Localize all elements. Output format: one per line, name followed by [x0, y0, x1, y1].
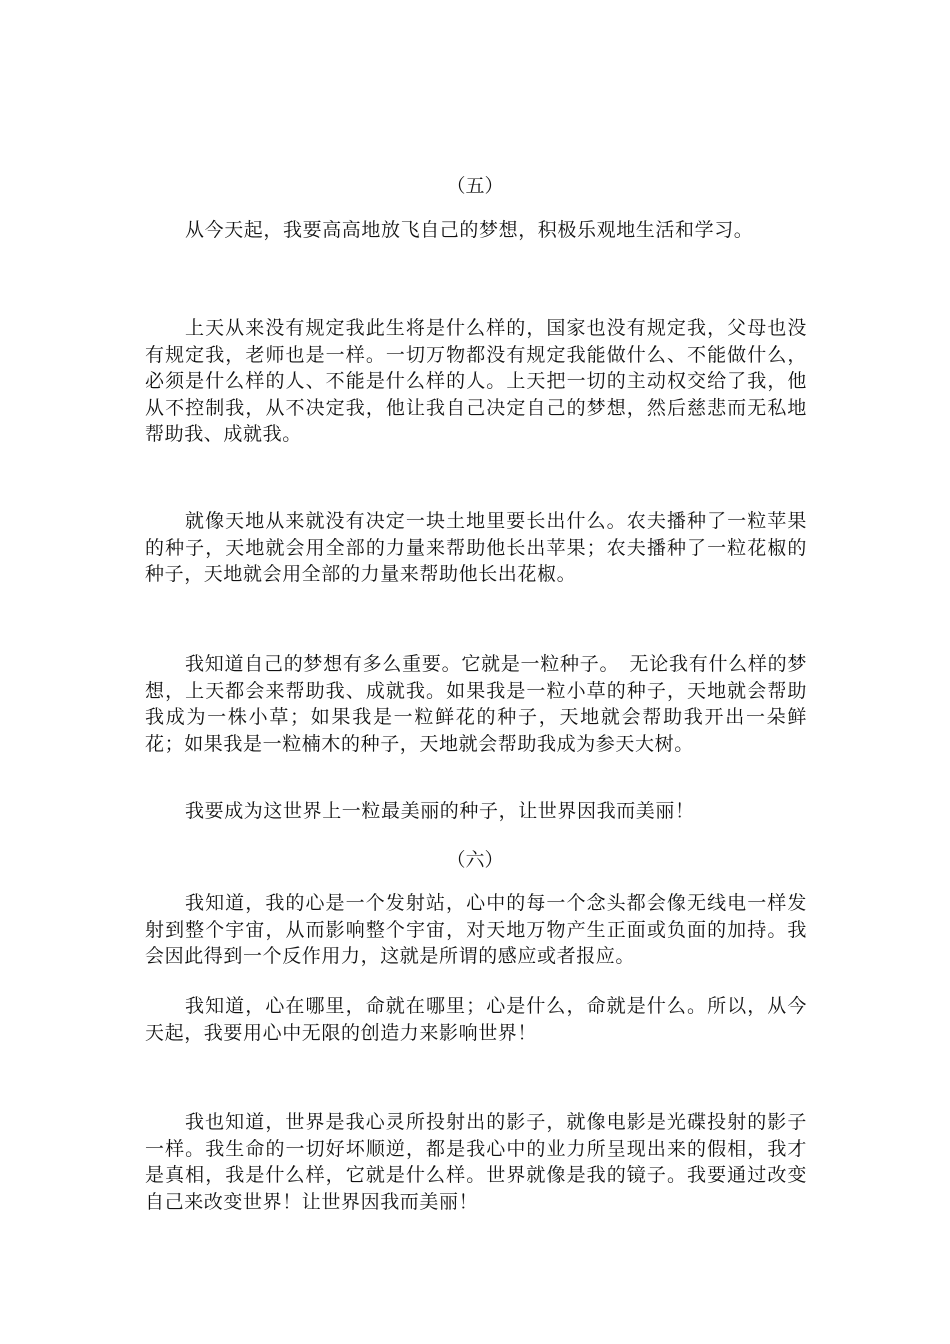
- paragraph: 我知道，我的心是一个发射站，心中的每一个念头都会像无线电一样发射到整个宇宙，从而影响整个宇宙，对天地万物产生正面或负面的加持。我会因此得到一个反作用力，这就是所谓的感应或者报应。: [145, 892, 807, 967]
- paragraph: 我知道自己的梦想有多么重要。它就是一粒种子。 无论我有什么样的梦想，上天都会来帮助我、成就我。如果我是一粒小草的种子，天地就会帮助我成为一株小草；如果我是一粒鲜花的种子，天地就会帮助我开出一朵鲜花；如果我是一粒楠木的种子，天地就会帮助我成为参天大树。: [145, 653, 807, 755]
- paragraph: 我知道，心在哪里，命就在哪里；心是什么，命就是什么。所以，从今天起，我要用心中无限的创造力来影响世界！: [145, 995, 807, 1044]
- paragraph: 上天从来没有规定我此生将是什么样的，国家也没有规定我，父母也没有规定我，老师也是一样。一切万物都没有规定我能做什么、不能做什么，必须是什么样的人、不能是什么样的人。上天把一切的主动权交给了我，他从不控制我，从不决定我，他让我自己决定自己的梦想，然后慈悲而无私地帮助我、成就我。: [145, 317, 807, 445]
- section-heading-6: （六）: [446, 849, 504, 871]
- paragraph: 我也知道，世界是我心灵所投射出的影子，就像电影是光碟投射的影子一样。我生命的一切好坏顺逆，都是我心中的业力所呈现出来的假相，我才是真相，我是什么样，它就是什么样。世界就像是我的镜子。我要通过改变自己来改变世界！让世界因我而美丽！: [145, 1111, 807, 1213]
- paragraph: 就像天地从来就没有决定一块土地里要长出什么。农夫播种了一粒苹果的种子，天地就会用全部的力量来帮助他长出苹果；农夫播种了一粒花椒的种子，天地就会用全部的力量来帮助他长出花椒。: [145, 510, 807, 585]
- paragraph: 从今天起，我要高高地放飞自己的梦想，积极乐观地生活和学习。: [185, 219, 754, 241]
- paragraph: 我要成为这世界上一粒最美丽的种子，让世界因我而美丽！: [185, 800, 695, 822]
- section-heading-5: （五）: [446, 175, 504, 197]
